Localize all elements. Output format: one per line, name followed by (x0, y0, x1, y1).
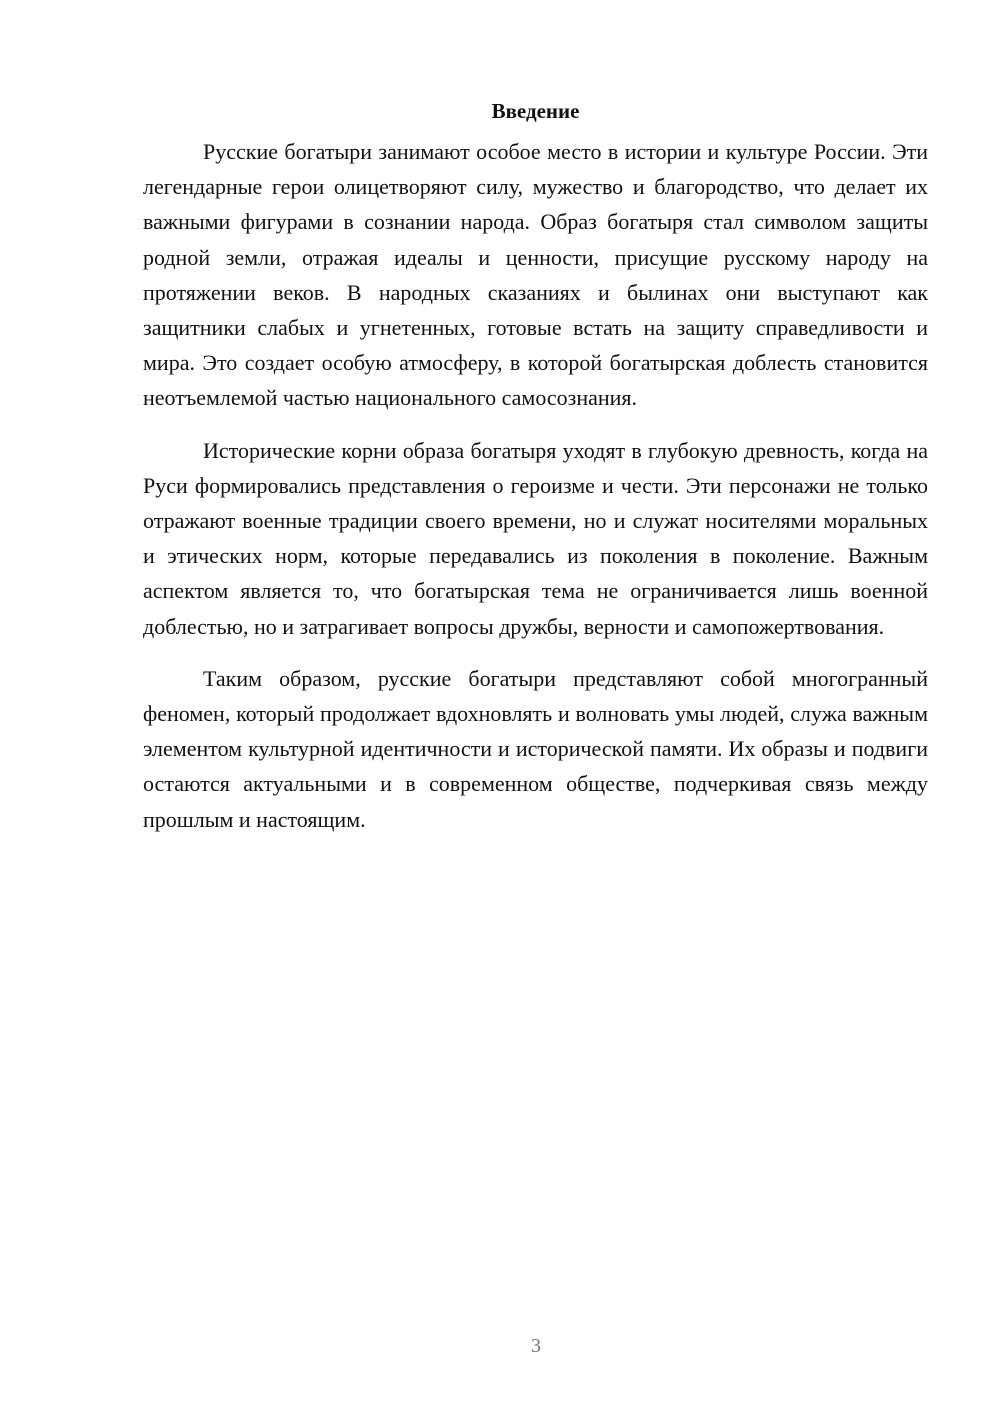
page-content (143, 96, 928, 854)
page-number: 3 (531, 1335, 541, 1357)
paragraph-3: Таким образом, русские богатыри представляют собой многогранный феномен, который продолжает вдохновлять и волновать умы людей, служа важным элементом культурной идентичности и исторической памяти. Их образы и подвиги остаются актуальными и в современном обществе, подчеркивая связь между прошлым и настоящим. (143, 665, 928, 832)
paragraph-1: Русские богатыри занимают особое место в истории и культуре России. Эти легендарные герои олицетворяют силу, мужество и благородство, что делает их важными фигурами в сознании народа. Образ богатыря стал символом защиты родной земли, отражая идеалы и ценности, присущие русскому народу на протяжении веков. В народных сказаниях и былинах они выступают как защитники слабых и угнетенных, готовые встать на защиту справедливости и мира. Это создает особую атмосферу, в которой богатырская доблесть становится неотъемлемой частью национального самосознания. (143, 139, 928, 411)
section-heading: Введение (491, 99, 580, 123)
paragraph-2: Исторические корни образа богатыря уходят в глубокую древность, когда на Руси формировались представления о героизме и чести. Эти персонажи не только отражают военные традиции своего времени, но и служат носителями моральных и этических норм, которые передавались из поколения в поколение. Важным аспектом является то, что богатырская тема не ограничивается лишь военной доблестью, но и затрагивает вопросы дружбы, верности и самопожертвования. (143, 437, 928, 639)
